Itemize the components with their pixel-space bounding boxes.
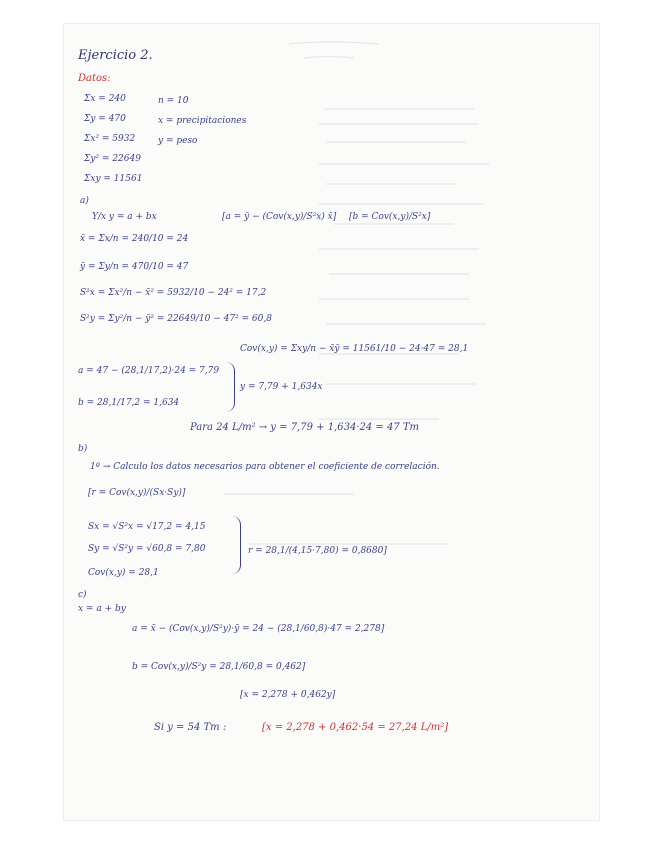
part-b-label: b) xyxy=(78,444,88,454)
part-a-model: Y/x y = a + bx xyxy=(92,212,157,222)
regression-equation-c: [x = 2,278 + 0,462y] xyxy=(240,690,336,700)
brace xyxy=(232,516,241,574)
variance-y: S²y = Σy²/n − ȳ² = 22649/10 − 47² = 60,8 xyxy=(80,314,272,324)
std-dev-x: Sx = √S²x = √17,2 = 4,15 xyxy=(88,522,206,532)
variance-x: S²x = Σx²/n − x̄² = 5932/10 − 24² = 17,2 xyxy=(80,288,267,298)
coefficient-a: a = 47 − (28,1/17,2)·24 = 7,79 xyxy=(78,366,220,376)
given-sum-y2: Σy² = 22649 xyxy=(84,154,141,164)
mean-y: ȳ = Σy/n = 470/10 = 47 xyxy=(80,262,189,272)
prediction-line: Para 24 L/m² → y = 7,79 + 1,634·24 = 47 Tm xyxy=(190,422,420,433)
given-x-definition: x = precipitaciones xyxy=(158,116,247,126)
given-sum-y: Σy = 470 xyxy=(84,114,126,124)
std-dev-y: Sy = √S²y = √60,8 = 7,80 xyxy=(88,544,206,554)
final-result: [x = 2,278 + 0,462·54 = 27,24 L/m²] xyxy=(262,722,449,733)
part-c-label: c) xyxy=(78,590,87,600)
datos-label: Datos: xyxy=(78,73,111,84)
given-sum-xy: Σxy = 11561 xyxy=(84,174,143,184)
brace xyxy=(226,362,235,412)
correlation-result: r = 28,1/(4,15·7,80) = 0,8680] xyxy=(248,546,387,556)
part-c-model: x = a + by xyxy=(78,604,126,614)
given-sum-x: Σx = 240 xyxy=(84,94,126,104)
coefficient-b: b = 28,1/17,2 = 1,634 xyxy=(78,398,180,408)
mean-x: x̄ = Σx/n = 240/10 = 24 xyxy=(80,234,189,244)
coefficient-b-c: b = Cov(x,y)/S²y = 28,1/60,8 = 0,462] xyxy=(132,662,306,672)
part-b-intro: 1º → Calculo los datos necesarios para obtener el coeficiente de correlación. xyxy=(90,462,440,472)
covariance: Cov(x,y) = Σxy/n − x̄ȳ = 11561/10 − 24·47 = 28,1 xyxy=(240,344,469,354)
given-n: n = 10 xyxy=(158,96,189,106)
page-title: Ejercicio 2. xyxy=(78,48,153,63)
given-sum-x2: Σx² = 5932 xyxy=(84,134,136,144)
formula-b: [b = Cov(x,y)/S²x] xyxy=(349,212,431,222)
formula-a: [a = ȳ − (Cov(x,y)/S²x) x̄] xyxy=(222,212,337,222)
part-a-label: a) xyxy=(80,196,89,206)
coefficient-a-c: a = x̄ − (Cov(x,y)/S²y)·ȳ = 24 − (28,1/60,8)·47 = 2,278] xyxy=(132,624,385,634)
condition-line: Si y = 54 Tm : xyxy=(154,722,227,733)
correlation-formula: [r = Cov(x,y)/(Sx·Sy)] xyxy=(88,488,186,498)
given-y-definition: y = peso xyxy=(158,136,198,146)
regression-equation-a: y = 7,79 + 1,634x xyxy=(240,382,323,392)
covariance-b: Cov(x,y) = 28,1 xyxy=(88,568,159,578)
